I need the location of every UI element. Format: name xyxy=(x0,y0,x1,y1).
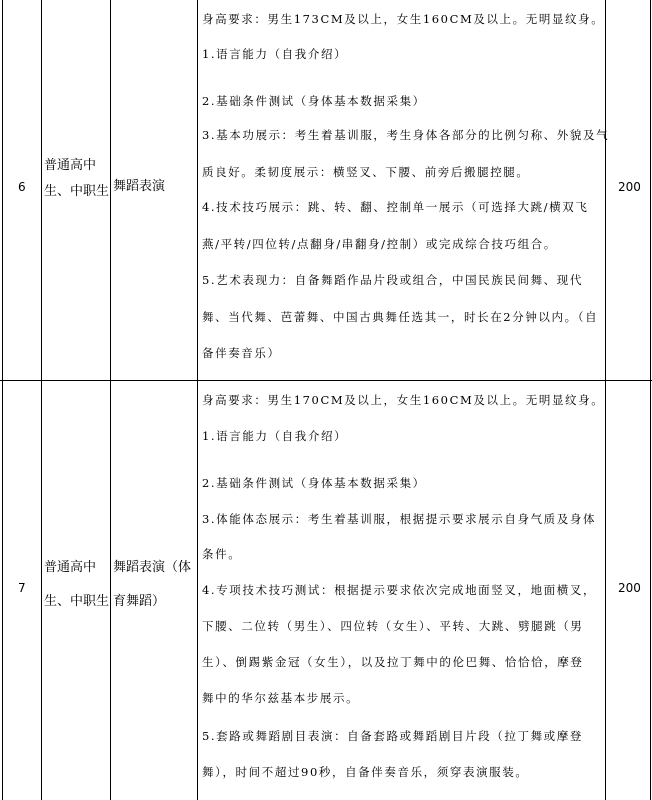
requirement-line: 备伴奏音乐） xyxy=(202,346,281,360)
table-row-divider xyxy=(0,380,652,381)
requirement-line: 1.语言能力（自我介绍） xyxy=(202,47,348,61)
requirement-line: 5.艺术表现力：自备舞蹈作品片段或组合，中国民族民间舞、现代 xyxy=(202,273,583,287)
row-score: 200 xyxy=(618,180,641,194)
table-column-divider xyxy=(41,0,42,800)
row-index: 6 xyxy=(18,180,26,194)
requirement-line: 3.基本功展示：考生着基训服，考生身体各部分的比例匀称、外貌及气 xyxy=(202,128,610,142)
row-major-line: 育舞蹈） xyxy=(113,594,166,609)
requirement-line: 3.体能体态展示：考生着基训服，根据提示要求展示自身气质及身体 xyxy=(202,512,597,526)
requirement-line: 4.专项技术技巧测试：根据提示要求依次完成地面竖叉，地面横叉， xyxy=(202,583,597,597)
row-category-line: 生、中职生 xyxy=(44,184,110,199)
requirement-line: 燕/平转/四位转/点翻身/串翻身/控制）或完成综合技巧组合。 xyxy=(202,237,557,251)
requirement-line: 1.语言能力（自我介绍） xyxy=(202,429,348,443)
requirement-line: 条件。 xyxy=(202,547,242,561)
table-column-divider xyxy=(197,0,198,800)
row-major-line: 舞蹈表演 xyxy=(113,179,166,194)
table-column-divider xyxy=(110,0,111,800)
row-category-line: 生、中职生 xyxy=(44,594,110,609)
requirement-line: 舞中的华尔兹基本步展示。 xyxy=(202,691,360,705)
requirement-line: 质良好。柔韧度展示：横竖叉、下腰、前旁后搬腿控腿。 xyxy=(202,165,530,179)
requirement-line: 2.基础条件测试（身体基本数据采集） xyxy=(202,476,426,490)
row-category-line: 普通高中 xyxy=(44,158,97,173)
requirement-line: 5.套路或舞蹈剧目表演：自备套路或舞蹈剧目片段（拉丁舞或摩登 xyxy=(202,729,583,743)
requirement-line: 身高要求：男生173CM及以上，女生160CM及以上。无明显纹身。 xyxy=(202,12,605,26)
requirement-line: 身高要求：男生170CM及以上，女生160CM及以上。无明显纹身。 xyxy=(202,393,605,407)
requirement-line: 舞），时间不超过90秒，自备伴奏音乐，须穿表演服装。 xyxy=(202,765,529,779)
row-index: 7 xyxy=(18,581,26,595)
requirement-line: 2.基础条件测试（身体基本数据采集） xyxy=(202,94,426,108)
requirement-line: 下腰、二位转（男生）、四位转（女生）、平转、大跳、劈腿跳（男 xyxy=(202,619,584,633)
row-category-line: 普通高中 xyxy=(44,560,97,575)
table-column-divider xyxy=(605,0,606,800)
table-border-right xyxy=(650,0,651,800)
row-score: 200 xyxy=(618,581,641,595)
requirement-line: 舞、当代舞、芭蕾舞、中国古典舞任选其一，时长在2分钟以内。（自 xyxy=(202,310,599,324)
requirement-line: 4.技术技巧展示：跳、转、翻、控制单一展示（可选择大跳/横双飞 xyxy=(202,200,589,214)
row-major-line: 舞蹈表演（体 xyxy=(113,560,192,575)
table-border-left xyxy=(2,0,3,800)
requirement-line: 生）、倒踢紫金冠（女生），以及拉丁舞中的伦巴舞、恰恰恰，摩登 xyxy=(202,655,584,669)
